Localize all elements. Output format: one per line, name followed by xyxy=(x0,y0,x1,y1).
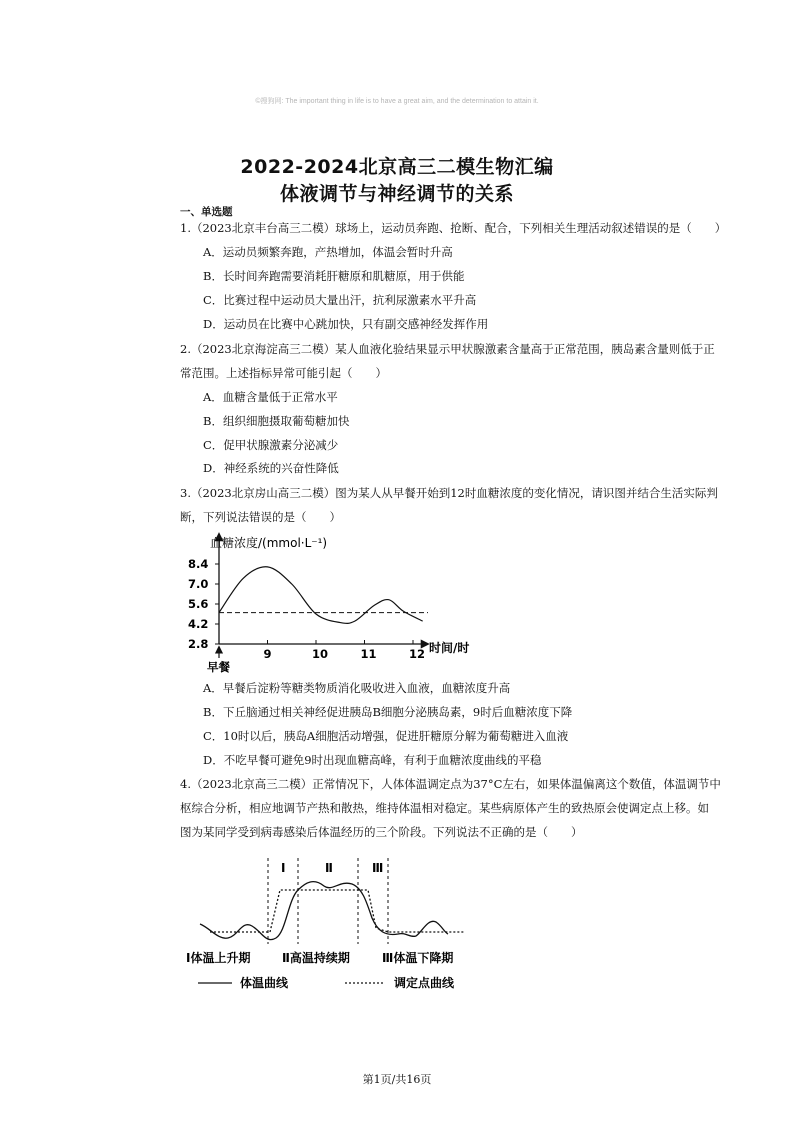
question-3-option-d: D．不吃早餐可避免9时出现血糖高峰，有利于血糖浓度曲线的平稳 xyxy=(203,753,542,767)
question-3-option-c: C．10时以后，胰岛A细胞活动增强，促进肝糖原分解为葡萄糖进入血液 xyxy=(203,729,569,743)
breakfast-label: 早餐 xyxy=(207,660,230,674)
question-1-option-c: C．比赛过程中运动员大量出汗，抗利尿激素水平升高 xyxy=(203,293,477,307)
section-heading: 一、单选题 xyxy=(180,206,233,218)
page-footer: 第1页/共16页 xyxy=(362,1073,432,1086)
x-tick-label: 11 xyxy=(360,647,377,661)
phase-name: Ⅲ体温下降期 xyxy=(382,951,454,965)
question-3-option-a: A．早餐后淀粉等糖类物质消化吸收进入血液，血糖浓度升高 xyxy=(203,681,511,695)
phase-label: Ⅲ xyxy=(372,861,384,875)
question-4-stem-line2: 枢综合分析，相应地调节产热和散热，维持体温相对稳定。某些病原体产生的致热原会使调定点上移。如 xyxy=(180,801,709,815)
phase-name: Ⅱ高温持续期 xyxy=(282,951,350,965)
question-1-option-b: B．长时间奔跑需要消耗肝糖原和肌糖原，用于供能 xyxy=(203,269,465,283)
question-2-option-a: A．血糖含量低于正常水平 xyxy=(203,390,338,404)
blood-glucose-chart xyxy=(182,530,482,675)
legend-body-temperature: 体温曲线 xyxy=(240,976,289,990)
x-tick-label: 12 xyxy=(409,647,426,661)
question-1-stem: 1.（2023北京丰台高三二模）球场上，运动员奔跑、抢断、配合，下列相关生理活动叙述错误的是（ ） xyxy=(180,221,727,235)
watermark: ©搜狗网: The important thing in life is to have a great aim, and the determination to attain it. xyxy=(255,98,539,105)
x-tick-label: 10 xyxy=(312,647,329,661)
question-3-stem-line2: 断，下列说法错误的是（ ） xyxy=(180,510,341,524)
question-4-stem-line1: 4.（2023北京高三二模）正常情况下，人体体温调定点为37°C左右，如果体温偏离这个数值，体温调节中 xyxy=(180,777,721,791)
question-4-stem-line3: 图为某同学受到病毒感染后体温经历的三个阶段。下列说法不正确的是（ ） xyxy=(180,825,583,839)
question-2-option-b: B．组织细胞摄取葡萄糖加快 xyxy=(203,414,350,428)
y-tick-label: 8.4 xyxy=(188,557,209,571)
question-2-stem-line2: 常范围。上述指标异常可能引起（ ） xyxy=(180,366,387,380)
question-1-option-d: D．运动员在比赛中心跳加快，只有副交感神经发挥作用 xyxy=(203,317,489,331)
setpoint-curve xyxy=(210,890,465,932)
question-2-stem-line1: 2.（2023北京海淀高三二模）某人血液化验结果显示甲状腺激素含量高于正常范围，胰岛素含量则低于正 xyxy=(180,342,715,356)
question-2-option-d: D．神经系统的兴奋性降低 xyxy=(203,461,339,475)
x-axis-label: 时间/时 xyxy=(429,641,470,655)
x-tick-label: 9 xyxy=(263,647,272,661)
y-tick-label: 5.6 xyxy=(188,597,209,611)
question-2-option-c: C．促甲状腺激素分泌减少 xyxy=(203,438,339,452)
body-temperature-curve xyxy=(200,882,448,940)
document-title: 2022-2024北京高三二模生物汇编 xyxy=(240,156,554,178)
body-temperature-diagram xyxy=(180,848,480,998)
y-tick-label: 4.2 xyxy=(188,617,209,631)
y-axis-label: 血糖浓度/(mmol·L⁻¹) xyxy=(210,536,328,550)
document-subtitle: 体液调节与神经调节的关系 xyxy=(279,183,514,205)
glucose-curve xyxy=(219,567,423,624)
phase-label: Ⅰ xyxy=(281,861,286,875)
phase-label: Ⅱ xyxy=(325,861,333,875)
question-3-stem-line1: 3.（2023北京房山高三二模）图为某人从早餐开始到12时血糖浓度的变化情况，请识图并结合生活实际判 xyxy=(180,486,718,500)
question-1-option-a: A．运动员频繁奔跑，产热增加，体温会暂时升高 xyxy=(203,245,453,259)
y-tick-label: 2.8 xyxy=(188,637,209,651)
question-3-option-b: B．下丘脑通过相关神经促进胰岛B细胞分泌胰岛素，9时后血糖浓度下降 xyxy=(203,705,573,719)
legend-setpoint: 调定点曲线 xyxy=(394,976,455,990)
y-tick-label: 7.0 xyxy=(188,577,209,591)
phase-name: Ⅰ体温上升期 xyxy=(186,951,251,965)
